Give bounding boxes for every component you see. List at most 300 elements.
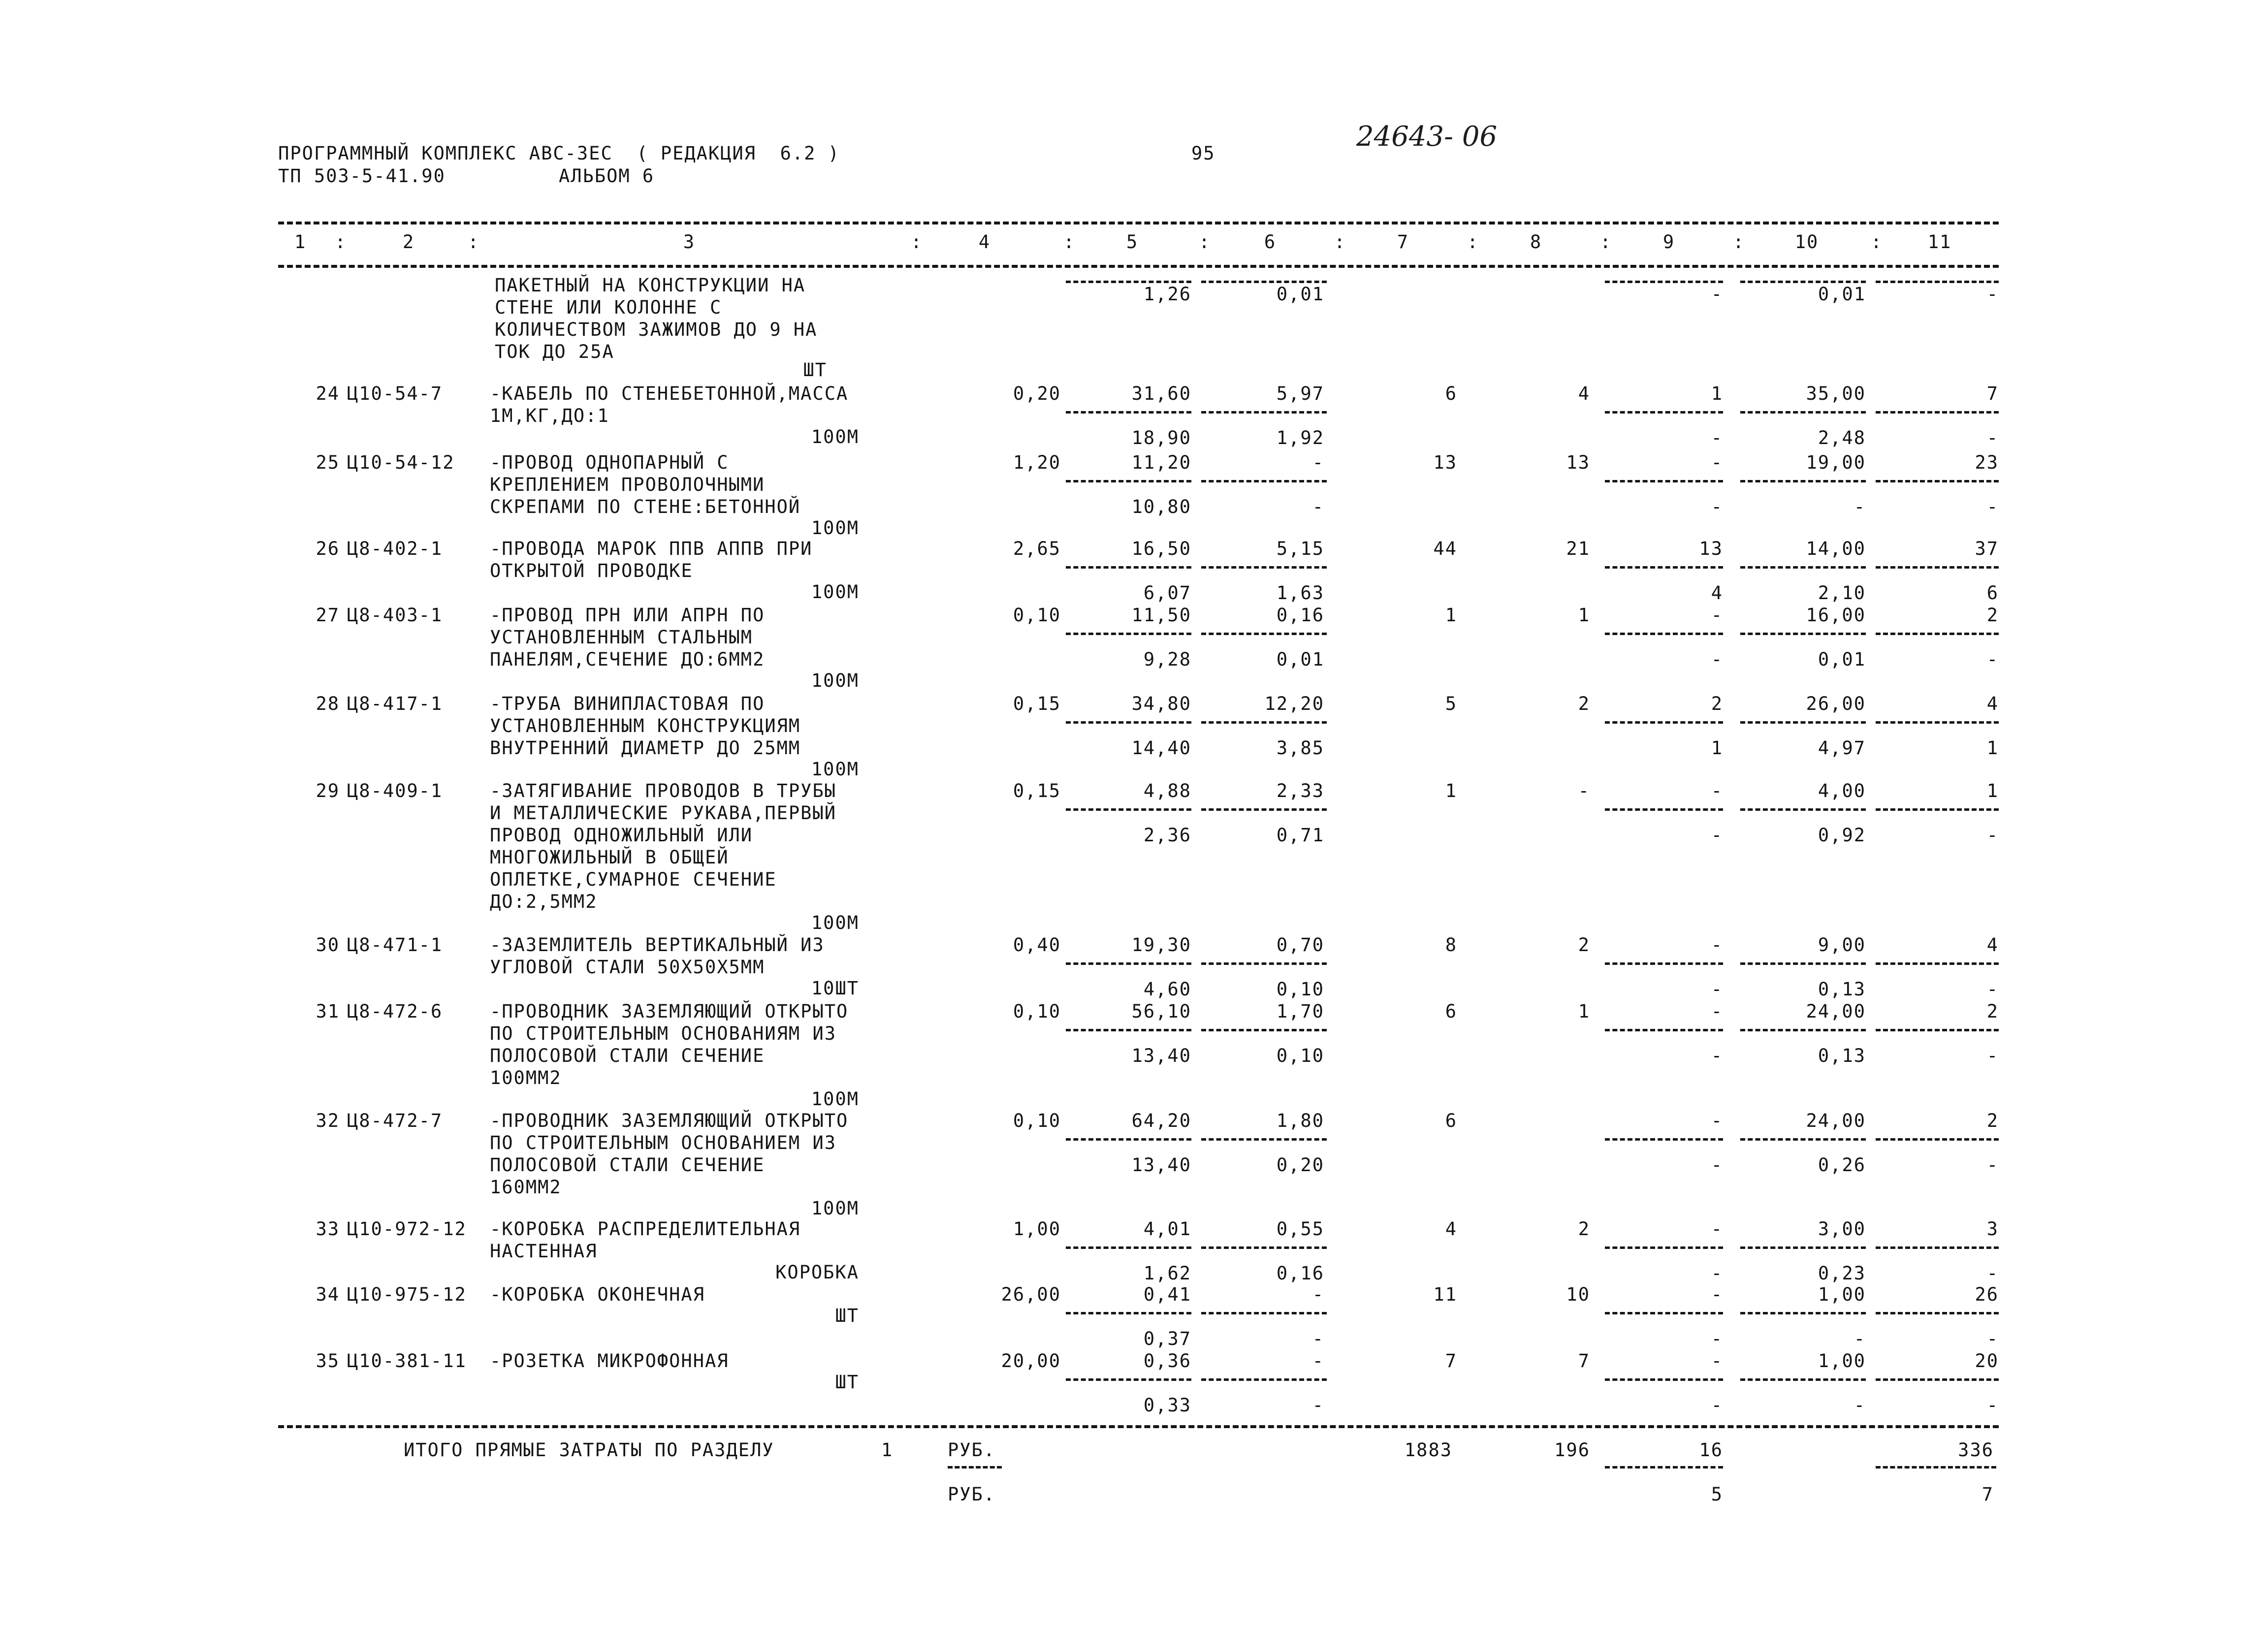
continuation-col10-sub-value: 0,01 [1818, 284, 1866, 305]
row-26-col5-divider [1066, 566, 1191, 569]
continuation-col11-sub-value: - [1986, 284, 1999, 305]
row-31-col10-value: 24,00 [1806, 1001, 1866, 1022]
column-separator: : [1871, 231, 1883, 253]
row-35-col7-value: 7 [1445, 1350, 1457, 1372]
row-29-col11-divider [1876, 808, 1999, 811]
row-27-col5-divider [1066, 633, 1191, 635]
row-24-col9-value: 1 [1711, 383, 1723, 404]
summary-col8: 196 [1554, 1439, 1590, 1461]
row-30-col11-sub-value: - [1986, 979, 1999, 1000]
row-31-col8-value: 1 [1578, 1001, 1590, 1022]
row-31-col5-divider [1066, 1029, 1191, 1031]
row-35-col10-sub-value: - [1853, 1395, 1866, 1416]
row-30-code: Ц8-471-1 [347, 934, 443, 956]
row-29-description-line: И МЕТАЛЛИЧЕСКИЕ РУКАВА,ПЕРВЫЙ [490, 802, 837, 824]
row-35-col8-value: 7 [1578, 1350, 1590, 1372]
row-30-col7-value: 8 [1445, 934, 1457, 956]
row-33-col11-value: 3 [1986, 1218, 1999, 1240]
row-27-col5-value: 11,50 [1131, 605, 1191, 626]
row-25-col6-sub-value: - [1312, 496, 1324, 517]
row-27-number: 27 [316, 605, 340, 626]
column-separator: : [1467, 231, 1479, 253]
continuation-text-line: СТЕНЕ ИЛИ КОЛОННЕ С [495, 297, 722, 318]
album-label: АЛЬБОМ 6 [559, 165, 655, 187]
continuation-col9-divider [1605, 281, 1723, 283]
summary-col7: 1883 [1404, 1439, 1452, 1461]
row-31-col11-divider [1876, 1029, 1999, 1031]
row-34-col5-value: 0,41 [1143, 1284, 1191, 1305]
row-30-number: 30 [316, 934, 340, 956]
row-27-col11-divider [1876, 633, 1999, 635]
row-24-col5-value: 31,60 [1131, 383, 1191, 404]
continuation-col6-divider [1201, 281, 1327, 283]
column-separator: : [1600, 231, 1612, 253]
row-25-description-line: -ПРОВОД ОДНОПАРНЫЙ С [490, 452, 729, 473]
row-29-description-line: МНОГОЖИЛЬНЫЙ В ОБЩЕЙ [490, 847, 729, 868]
column-header-10: 10 [1794, 231, 1819, 253]
row-31-col5-sub-value: 13,40 [1131, 1045, 1191, 1066]
row-34-code: Ц10-975-12 [347, 1284, 467, 1305]
column-separator: : [468, 231, 480, 253]
row-34-col8-value: 10 [1566, 1284, 1590, 1305]
row-30-col8-value: 2 [1578, 934, 1590, 956]
row-30-col10-value: 9,00 [1818, 934, 1866, 956]
row-24-col10-divider [1740, 411, 1866, 414]
row-28-col5-value: 34,80 [1131, 693, 1191, 714]
row-24-col8-value: 4 [1578, 383, 1590, 404]
row-31-col6-value: 1,70 [1276, 1001, 1324, 1022]
row-34-number: 34 [316, 1284, 340, 1305]
row-27-description-line: УСТАНОВЛЕННЫМ СТАЛЬНЫМ [490, 627, 753, 648]
row-26-number: 26 [316, 538, 340, 559]
column-separator: : [335, 231, 347, 253]
row-33-col6-sub-value: 0,16 [1276, 1263, 1324, 1284]
row-29-col9-divider [1605, 808, 1723, 811]
row-28-col10-sub-value: 4,97 [1818, 737, 1866, 759]
row-27-col7-value: 1 [1445, 605, 1457, 626]
row-26-code: Ц8-402-1 [347, 538, 443, 559]
column-header-2: 2 [402, 231, 415, 253]
row-31-col6-divider [1201, 1029, 1327, 1031]
row-30-col11-value: 4 [1986, 934, 1999, 956]
continuation-col6-sub-value: 0,01 [1276, 284, 1324, 305]
row-27-code: Ц8-403-1 [347, 605, 443, 626]
row-35-description-line: -РОЗЕТКА МИКРОФОННАЯ [490, 1350, 729, 1372]
row-26-col7-value: 44 [1433, 538, 1457, 559]
row-26-col9-sub-value: 4 [1711, 582, 1723, 604]
row-32-col11-value: 2 [1986, 1110, 1999, 1131]
row-24-col7-value: 6 [1445, 383, 1457, 404]
row-31-col11-value: 2 [1986, 1001, 1999, 1022]
row-28-col11-divider [1876, 721, 1999, 724]
row-28-code: Ц8-417-1 [347, 693, 443, 714]
row-24-col5-sub-value: 18,90 [1131, 427, 1191, 448]
row-33-col6-value: 0,55 [1276, 1218, 1324, 1240]
row-32-col6-value: 1,80 [1276, 1110, 1324, 1131]
row-25-col6-value: - [1312, 452, 1324, 473]
row-33-quantity: 1,00 [1013, 1218, 1061, 1240]
row-25-col6-divider [1201, 480, 1327, 482]
row-29-col5-sub-value: 2,36 [1143, 825, 1191, 846]
row-34-col5-sub-value: 0,37 [1143, 1328, 1191, 1349]
row-35-col10-value: 1,00 [1818, 1350, 1866, 1372]
row-32-description-line: ПО СТРОИТЕЛЬНЫМ ОСНОВАНИЕМ ИЗ [490, 1132, 837, 1153]
row-32-col6-sub-value: 0,20 [1276, 1154, 1324, 1176]
row-26-description-line: -ПРОВОДА МАРОК ППВ АППВ ПРИ [490, 538, 813, 559]
row-27-col5-sub-value: 9,28 [1143, 649, 1191, 670]
row-34-col10-sub-value: - [1853, 1328, 1866, 1349]
row-33-unit: КОРОБКА [775, 1262, 859, 1283]
row-32-col10-value: 24,00 [1806, 1110, 1866, 1131]
row-28-col6-divider [1201, 721, 1327, 724]
row-24-code: Ц10-54-7 [347, 383, 443, 404]
summary-col9-underline [1605, 1466, 1723, 1468]
row-27-col6-value: 0,16 [1276, 605, 1324, 626]
row-27-col6-sub-value: 0,01 [1276, 649, 1324, 670]
row-25-col10-sub-value: - [1853, 496, 1866, 517]
row-25-col11-divider [1876, 480, 1999, 482]
row-24-description-line: 1М,КГ,ДО:1 [490, 405, 609, 426]
row-34-col9-sub-value: - [1711, 1328, 1723, 1349]
row-34-unit: ШТ [835, 1305, 859, 1326]
row-28-col9-value: 2 [1711, 693, 1723, 714]
row-28-description-line: ВНУТРЕННИЙ ДИАМЕТР ДО 25ММ [490, 737, 801, 759]
row-24-col11-value: 7 [1986, 383, 1999, 404]
row-24-col9-sub-value: - [1711, 427, 1723, 448]
row-25-col9-divider [1605, 480, 1723, 482]
row-30-col5-sub-value: 4,60 [1143, 979, 1191, 1000]
row-24-col5-divider [1066, 411, 1191, 414]
row-29-col5-value: 4,88 [1143, 780, 1191, 801]
row-28-description-line: -ТРУБА ВИНИПЛАСТОВАЯ ПО [490, 693, 765, 714]
row-34-quantity: 26,00 [1001, 1284, 1061, 1305]
row-35-code: Ц10-381-11 [347, 1350, 467, 1372]
row-29-number: 29 [316, 780, 340, 801]
row-35-col5-value: 0,36 [1143, 1350, 1191, 1372]
row-33-code: Ц10-972-12 [347, 1218, 467, 1240]
row-28-col5-sub-value: 14,40 [1131, 737, 1191, 759]
row-30-col10-divider [1740, 962, 1866, 965]
row-27-description-line: -ПРОВОД ПРН ИЛИ АПРН ПО [490, 605, 765, 626]
row-31-code: Ц8-472-6 [347, 1001, 443, 1022]
column-header-5: 5 [1126, 231, 1139, 253]
row-32-col11-sub-value: - [1986, 1154, 1999, 1176]
row-28-description-line: УСТАНОВЛЕННЫМ КОНСТРУКЦИЯМ [490, 715, 801, 736]
row-28-col11-sub-value: 1 [1986, 737, 1999, 759]
row-33-col10-divider [1740, 1246, 1866, 1249]
row-33-col6-divider [1201, 1246, 1327, 1249]
summary-col11-b: 7 [1981, 1484, 1994, 1505]
row-35-unit: ШТ [835, 1372, 859, 1393]
column-header-7: 7 [1397, 231, 1409, 253]
row-30-col9-value: - [1711, 934, 1723, 956]
row-26-col10-value: 14,00 [1806, 538, 1866, 559]
row-34-col11-sub-value: - [1986, 1328, 1999, 1349]
column-header-8: 8 [1530, 231, 1542, 253]
row-31-col11-sub-value: - [1986, 1045, 1999, 1066]
row-30-description-line: УГЛОВОЙ СТАЛИ 50Х50Х5ММ [490, 957, 765, 978]
row-27-col10-divider [1740, 633, 1866, 635]
row-25-number: 25 [316, 452, 340, 473]
row-28-quantity: 0,15 [1013, 693, 1061, 714]
row-32-col5-divider [1066, 1138, 1191, 1141]
header-rule-top [278, 222, 1999, 224]
row-26-col11-value: 37 [1975, 538, 1999, 559]
row-26-col5-value: 16,50 [1131, 538, 1191, 559]
row-35-col9-divider [1605, 1378, 1723, 1381]
row-29-col7-value: 1 [1445, 780, 1457, 801]
row-35-col6-divider [1201, 1378, 1327, 1381]
row-28-col11-value: 4 [1986, 693, 1999, 714]
row-31-col9-sub-value: - [1711, 1045, 1723, 1066]
header-rule-bottom [278, 265, 1999, 268]
row-32-col6-divider [1201, 1138, 1327, 1141]
row-34-col11-divider [1876, 1312, 1999, 1314]
row-33-col5-sub-value: 1,62 [1143, 1263, 1191, 1284]
row-29-col11-sub-value: - [1986, 825, 1999, 846]
row-34-col10-value: 1,00 [1818, 1284, 1866, 1305]
row-31-number: 31 [316, 1001, 340, 1022]
row-34-col10-divider [1740, 1312, 1866, 1314]
column-header-9: 9 [1662, 231, 1675, 253]
row-34-col6-sub-value: - [1312, 1328, 1324, 1349]
row-25-col7-value: 13 [1433, 452, 1457, 473]
row-27-col9-divider [1605, 633, 1723, 635]
row-31-col10-divider [1740, 1029, 1866, 1031]
row-27-col9-sub-value: - [1711, 649, 1723, 670]
row-33-description-line: -КОРОБКА РАСПРЕДЕЛИТЕЛЬНАЯ [490, 1218, 801, 1240]
row-32-code: Ц8-472-7 [347, 1110, 443, 1131]
row-29-code: Ц8-409-1 [347, 780, 443, 801]
row-32-col5-value: 64,20 [1131, 1110, 1191, 1131]
row-29-col6-value: 2,33 [1276, 780, 1324, 801]
row-25-col9-sub-value: - [1711, 496, 1723, 517]
row-29-col9-value: - [1711, 780, 1723, 801]
program-title: ПРОГРАММНЫЙ КОМПЛЕКС АВС-ЗЕС ( РЕДАКЦИЯ 6.2 ) [278, 143, 840, 164]
row-26-col11-sub-value: 6 [1986, 582, 1999, 604]
row-32-col11-divider [1876, 1138, 1999, 1141]
row-35-col11-divider [1876, 1378, 1999, 1381]
summary-col9: 16 [1699, 1439, 1723, 1461]
column-separator: : [1063, 231, 1076, 253]
row-30-description-line: -ЗАЗЕМЛИТЕЛЬ ВЕРТИКАЛЬНЫЙ ИЗ [490, 934, 825, 956]
row-33-col8-value: 2 [1578, 1218, 1590, 1240]
row-35-col9-sub-value: - [1711, 1395, 1723, 1416]
project-code: ТП 503-5-41.90 [278, 165, 446, 187]
continuation-unit: ШТ [803, 359, 827, 381]
row-32-col9-value: - [1711, 1110, 1723, 1131]
continuation-text-line: ПАКЕТНЫЙ НА КОНСТРУКЦИИ НА [495, 275, 806, 296]
row-24-col11-sub-value: - [1986, 427, 1999, 448]
summary-label: ИТОГО ПРЯМЫЕ ЗАТРАТЫ ПО РАЗДЕЛУ [404, 1439, 774, 1461]
row-30-unit: 10ШТ [811, 978, 859, 999]
row-32-col7-value: 6 [1445, 1110, 1457, 1131]
row-34-col9-value: - [1711, 1284, 1723, 1305]
row-27-col11-value: 2 [1986, 605, 1999, 626]
column-separator: : [911, 231, 923, 253]
row-29-col10-divider [1740, 808, 1866, 811]
row-32-description-line: -ПРОВОДНИК ЗАЗЕМЛЯЮЩИЙ ОТКРЫТО [490, 1110, 849, 1131]
row-28-col9-sub-value: 1 [1711, 737, 1723, 759]
row-31-description-line: ПОЛОСОВОЙ СТАЛИ СЕЧЕНИЕ [490, 1045, 765, 1066]
row-24-col6-divider [1201, 411, 1327, 414]
row-29-col9-sub-value: - [1711, 825, 1723, 846]
row-25-description-line: СКРЕПАМИ ПО СТЕНЕ:БЕТОННОЙ [490, 496, 801, 517]
row-27-col9-value: - [1711, 605, 1723, 626]
row-24-unit: 100М [811, 426, 859, 447]
column-header-11: 11 [1927, 231, 1952, 253]
row-25-col5-value: 11,20 [1131, 452, 1191, 473]
row-25-col8-value: 13 [1566, 452, 1590, 473]
row-33-number: 33 [316, 1218, 340, 1240]
row-35-col6-sub-value: - [1312, 1395, 1324, 1416]
row-27-unit: 100М [811, 670, 859, 691]
row-28-col6-sub-value: 3,85 [1276, 737, 1324, 759]
row-32-col10-sub-value: 0,26 [1818, 1154, 1866, 1176]
row-31-quantity: 0,10 [1013, 1001, 1061, 1022]
row-27-description-line: ПАНЕЛЯМ,СЕЧЕНИЕ ДО:6ММ2 [490, 649, 765, 670]
row-25-col5-divider [1066, 480, 1191, 482]
row-32-col9-divider [1605, 1138, 1723, 1141]
row-25-col10-value: 19,00 [1806, 452, 1866, 473]
row-24-col10-value: 35,00 [1806, 383, 1866, 404]
column-separator: : [1334, 231, 1346, 253]
row-29-description-line: ОПЛЕТКЕ,СУМАРНОЕ СЕЧЕНИЕ [490, 869, 777, 890]
row-29-col11-value: 1 [1986, 780, 1999, 801]
summary-section: 1 [881, 1439, 894, 1461]
row-26-col9-divider [1605, 566, 1723, 569]
row-31-description-line: -ПРОВОДНИК ЗАЗЕМЛЯЮЩИЙ ОТКРЫТО [490, 1001, 849, 1022]
row-26-col6-value: 5,15 [1276, 538, 1324, 559]
row-27-col10-value: 16,00 [1806, 605, 1866, 626]
row-33-col5-divider [1066, 1246, 1191, 1249]
row-31-col7-value: 6 [1445, 1001, 1457, 1022]
row-28-col6-value: 12,20 [1264, 693, 1324, 714]
row-30-col5-value: 19,30 [1131, 934, 1191, 956]
row-25-col9-value: - [1711, 452, 1723, 473]
row-27-col11-sub-value: - [1986, 649, 1999, 670]
row-34-col11-value: 26 [1975, 1284, 1999, 1305]
row-28-col10-value: 26,00 [1806, 693, 1866, 714]
row-34-col6-value: - [1312, 1284, 1324, 1305]
row-24-number: 24 [316, 383, 340, 404]
row-24-col6-sub-value: 1,92 [1276, 427, 1324, 448]
row-26-col11-divider [1876, 566, 1999, 569]
row-29-col8-value: - [1578, 780, 1590, 801]
row-29-col10-value: 4,00 [1818, 780, 1866, 801]
row-25-col11-value: 23 [1975, 452, 1999, 473]
row-24-col10-sub-value: 2,48 [1818, 427, 1866, 448]
row-26-quantity: 2,65 [1013, 538, 1061, 559]
row-26-col10-sub-value: 2,10 [1818, 582, 1866, 604]
row-28-col8-value: 2 [1578, 693, 1590, 714]
row-25-quantity: 1,20 [1013, 452, 1061, 473]
row-29-unit: 100М [811, 912, 859, 933]
summary-currency-underline [948, 1466, 1002, 1468]
row-33-col11-divider [1876, 1246, 1999, 1249]
row-33-col10-sub-value: 0,23 [1818, 1263, 1866, 1284]
continuation-col9-sub-value: - [1711, 284, 1723, 305]
row-33-description-line: НАСТЕННАЯ [490, 1241, 598, 1262]
row-27-col10-sub-value: 0,01 [1818, 649, 1866, 670]
row-32-description-line: 160ММ2 [490, 1177, 562, 1198]
row-24-quantity: 0,20 [1013, 383, 1061, 404]
row-35-col6-value: - [1312, 1350, 1324, 1372]
row-27-quantity: 0,10 [1013, 605, 1061, 626]
row-33-col9-divider [1605, 1246, 1723, 1249]
row-35-col11-value: 20 [1975, 1350, 1999, 1372]
row-28-unit: 100М [811, 759, 859, 780]
row-28-col9-divider [1605, 721, 1723, 724]
row-33-col11-sub-value: - [1986, 1263, 1999, 1284]
row-25-col10-divider [1740, 480, 1866, 482]
row-28-col7-value: 5 [1445, 693, 1457, 714]
row-35-col11-sub-value: - [1986, 1395, 1999, 1416]
column-separator: : [1733, 231, 1745, 253]
row-24-col9-divider [1605, 411, 1723, 414]
row-30-col6-sub-value: 0,10 [1276, 979, 1324, 1000]
row-35-col10-divider [1740, 1378, 1866, 1381]
summary-col11-underline [1876, 1466, 1996, 1468]
row-29-description-line: -ЗАТЯГИВАНИЕ ПРОВОДОВ В ТРУБЫ [490, 780, 837, 801]
row-33-col9-sub-value: - [1711, 1263, 1723, 1284]
row-35-col5-divider [1066, 1378, 1191, 1381]
row-25-code: Ц10-54-12 [347, 452, 455, 473]
continuation-col10-divider [1740, 281, 1866, 283]
row-24-description-line: -КАБЕЛЬ ПО СТЕНЕБЕТОННОЙ,МАССА [490, 383, 849, 404]
summary-rule [278, 1425, 1999, 1428]
column-header-4: 4 [978, 231, 991, 253]
row-31-unit: 100М [811, 1088, 859, 1110]
row-32-col5-sub-value: 13,40 [1131, 1154, 1191, 1176]
row-30-col9-divider [1605, 962, 1723, 965]
row-26-col10-divider [1740, 566, 1866, 569]
handwritten-code: 24643- 06 [1356, 121, 1498, 153]
row-33-col7-value: 4 [1445, 1218, 1457, 1240]
row-35-col5-sub-value: 0,33 [1143, 1395, 1191, 1416]
summary-col9-b: 5 [1711, 1484, 1723, 1505]
continuation-col5-divider [1066, 281, 1191, 283]
row-29-description-line: ДО:2,5ММ2 [490, 891, 598, 912]
column-separator: : [1199, 231, 1211, 253]
row-30-col5-divider [1066, 962, 1191, 965]
row-26-col8-value: 21 [1566, 538, 1590, 559]
row-29-col5-divider [1066, 808, 1191, 811]
row-28-col10-divider [1740, 721, 1866, 724]
column-header-1: 1 [294, 231, 307, 253]
row-34-col7-value: 11 [1433, 1284, 1457, 1305]
continuation-text-line: КОЛИЧЕСТВОМ ЗАЖИМОВ ДО 9 НА [495, 319, 818, 340]
continuation-col5-sub-value: 1,26 [1143, 284, 1191, 305]
row-30-col6-value: 0,70 [1276, 934, 1324, 956]
row-35-number: 35 [316, 1350, 340, 1372]
row-31-col5-value: 56,10 [1131, 1001, 1191, 1022]
row-26-description-line: ОТКРЫТОЙ ПРОВОДКЕ [490, 560, 693, 581]
row-26-unit: 100М [811, 581, 859, 603]
row-34-description-line: -КОРОБКА ОКОНЕЧНАЯ [490, 1284, 705, 1305]
row-28-number: 28 [316, 693, 340, 714]
row-34-col6-divider [1201, 1312, 1327, 1314]
row-30-col9-sub-value: - [1711, 979, 1723, 1000]
row-29-col6-sub-value: 0,71 [1276, 825, 1324, 846]
row-25-col11-sub-value: - [1986, 496, 1999, 517]
row-29-quantity: 0,15 [1013, 780, 1061, 801]
summary-currency-1: РУБ. [948, 1439, 996, 1461]
row-29-col6-divider [1201, 808, 1327, 811]
row-31-description-line: 100ММ2 [490, 1067, 562, 1088]
row-30-quantity: 0,40 [1013, 934, 1061, 956]
summary-currency-2: РУБ. [948, 1484, 996, 1505]
